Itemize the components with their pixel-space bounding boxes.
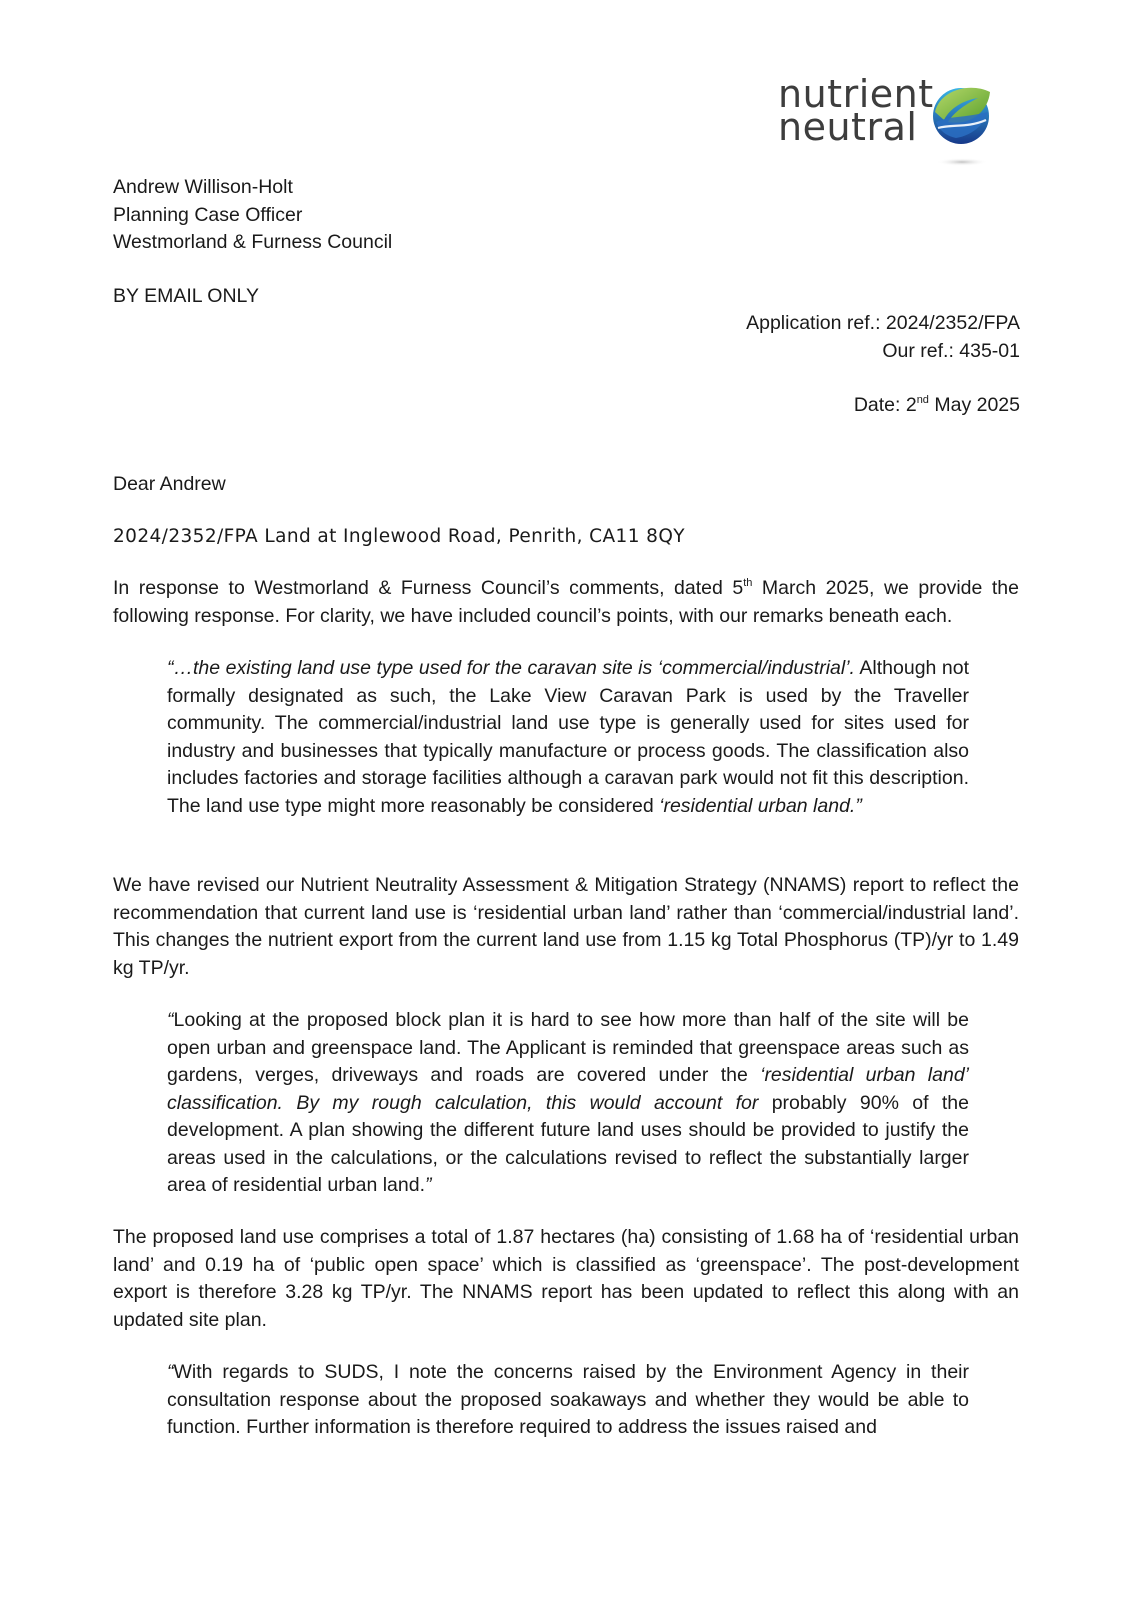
date-ordinal: nd xyxy=(916,393,929,406)
response-paragraph-1: We have revised our Nutrient Neutrality Assessment & Mitigation Strategy (NNAMS) report to reflect the recommendation that current land use is ‘residential urban land’ rather than ‘commercial/industrial land’. This changes the nutrient export from the current land use from 1.15 kg Total Phosphorus (TP)/yr to 1.49 kg TP/yr. xyxy=(113,874,1019,979)
quote1-italic-end: ‘residential urban land.” xyxy=(659,794,862,817)
leaf-water-icon xyxy=(930,82,994,168)
application-reference: Application ref.: 2024/2352/FPA xyxy=(746,312,1020,334)
quote3-open-mark: “ xyxy=(167,1361,174,1383)
logo-wordmark xyxy=(778,72,934,149)
recipient-organisation: Westmorland & Furness Council xyxy=(113,231,393,253)
quote1-italic-start: “…the existing land use type used for the caravan site is ‘commercial/industrial’. xyxy=(167,657,855,679)
recipient-name: Andrew Willison-Holt xyxy=(113,176,293,198)
intro-ordinal: th xyxy=(743,576,753,589)
company-logo xyxy=(778,72,1008,168)
recipient-address xyxy=(113,174,392,257)
council-quote-1 xyxy=(167,655,969,820)
date-prefix: Date: 2 xyxy=(853,394,917,416)
intro-part-2: March 2025, we provide the following response. For clarity, we have included council’s points, with our remarks beneath each. xyxy=(113,577,1019,627)
quote2-close-mark: ” xyxy=(425,1174,432,1196)
council-quote-3 xyxy=(167,1359,969,1442)
intro-paragraph xyxy=(113,575,1019,630)
intro-part-1: In response to Westmorland & Furness Council’s comments, dated 5 xyxy=(113,577,744,599)
quote2-italic: ‘residential urban land’ classification. By my rough calculation, this would account for xyxy=(167,1064,970,1114)
response-paragraph-2: The proposed land use comprises a total of 1.87 hectares (ha) consisting of 1.68 ha of ‘residential urban land’ and 0.19 ha of ‘public open space’ which is classified as ‘greenspace’. The post-development export is therefore 3.28 kg TP/yr. The NNAMS report has been updated to reflect this along with an updated site plan. xyxy=(113,1226,1019,1331)
council-quote-2 xyxy=(167,1007,969,1200)
delivery-note: BY EMAIL ONLY xyxy=(113,285,259,307)
quote2-body-1: Looking at the proposed block plan it is hard to see how more than half of the site will be open urban and greenspace land. The Applicant is reminded that greenspace areas such as gardens, verges, driveways and roads are covered under the xyxy=(167,1009,969,1086)
salutation: Dear Andrew xyxy=(113,473,226,495)
date-suffix: May 2025 xyxy=(928,394,1020,416)
reference-block xyxy=(746,310,1020,365)
quote3-body: With regards to SUDS, I note the concerns raised by the Environment Agency in their consultation response about the proposed soakaways and whether they would be able to function. Further information is therefore required to address the issues raised and xyxy=(167,1361,969,1438)
letter-date xyxy=(854,392,1020,420)
logo-line-2: neutral xyxy=(778,105,918,149)
quote2-open-mark: “ xyxy=(167,1009,174,1031)
logo-line-1: nutrient xyxy=(778,72,934,116)
our-reference: Our ref.: 435-01 xyxy=(882,339,1020,362)
quote1-body: Although not formally designated as such, the Lake View Caravan Park is used by the Traveller community. The commercial/industrial land use type is generally used for sites used for industry and businesses that typically manufacture or process goods. The classification also includes factories and storage facilities although a caravan park would not fit this description. The land use type might more reasonably be considered xyxy=(167,657,969,817)
recipient-role: Planning Case Officer xyxy=(113,203,303,226)
subject-line: 2024/2352/FPA Land at Inglewood Road, Penrith, CA11 8QY xyxy=(113,526,685,547)
quote2-body-2: probably 90% of the development. A plan showing the different future land uses should be provided to justify the areas used in the calculations, or the calculations revised to reflect the substantially larger area of residential urban land. xyxy=(167,1091,969,1196)
